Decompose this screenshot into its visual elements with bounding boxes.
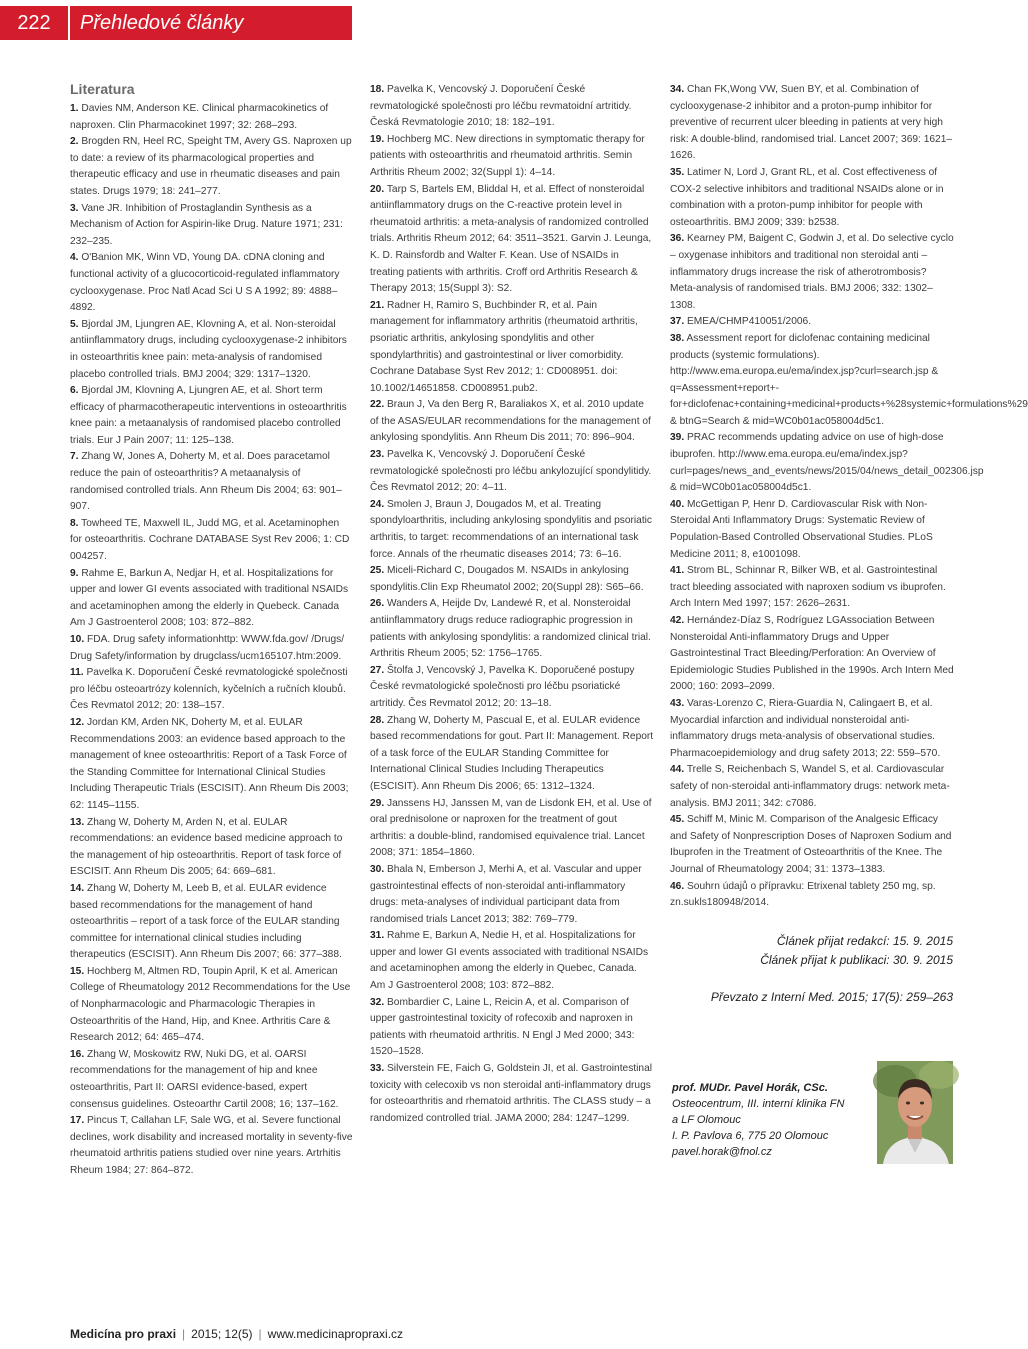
reference-number: 7. [70, 451, 79, 463]
reference-number: 12. [70, 716, 85, 728]
reference-number: 11. [70, 667, 84, 679]
references-column-3 [670, 82, 1028, 912]
reference-item [70, 665, 353, 715]
reference-text: Schiff M, Minic M. Comparison of the Analgesic Efficacy and Safety of Nonprescription Doses of Naproxen Sodium and Ibuprofen in the Treatment of Osteoarthritis of the Knee. The Journal of Rheumatology 2004; 31: 1373–1383. [670, 814, 952, 875]
reference-item [70, 449, 353, 515]
reference-text: Bjordal JM, Ljungren AE, Klovning A, et al. Non-steroidal antiinflammatory drugs, including cyclooxygenase-2 inhibitors in osteoarthritis knee pain: meta-analysis of randomised placebo controlled trials. BMJ 2004; 329: 1317–1320. [70, 318, 347, 380]
references-column-1 [70, 80, 353, 1180]
reference-text: Štolfa J, Vencovský J, Pavelka K. Doporučené postupy České revmatologické společnosti pro léčbu psoriatické artritidy. Čes Revmatol 2012; 20: 13–18. [370, 664, 635, 709]
reference-text: McGettigan P, Henr D. Cardiovascular Risk with Non-Steroidal Anti Inflammatory Drugs: Systematic Review of Population-Based Controlled Observational Studies. PLoS Medicine 2011; 8, e1001098. [670, 498, 933, 560]
reference-item [670, 82, 954, 165]
reprint-note: Převzato z Interní Med. 2015; 17(5): 259–263 [710, 990, 953, 1004]
reference-number: 21. [370, 299, 385, 311]
reference-number: 32. [370, 996, 385, 1008]
footer [70, 1327, 403, 1341]
references-column-2 [370, 82, 654, 1127]
reference-number: 26. [370, 598, 385, 610]
reference-item [70, 1047, 353, 1113]
reference-item [370, 447, 654, 497]
reference-item [70, 201, 353, 251]
reference-text: Wanders A, Heijde Dv, Landewé R, et al. Nonsteroidal antiinflammatory drugs reduce radiographic progression in patients with ankylosing spondylitis: a randomized clinical trial. Arthritis Rheum 2005; 52: 1756–1765. [370, 598, 651, 660]
reference-number: 17. [70, 1115, 85, 1127]
reference-text: Zhang W, Moskowitz RW, Nuki DG, et al. OARSI recommendations for the management of hip and knee osteoarthritis, Part II: OARSI evidence-based, expert consensus guidelines. Osteoarthr Cartil 2008; 16; 137–162. [70, 1048, 339, 1110]
reference-number: 3. [70, 202, 79, 214]
reference-item [670, 696, 954, 762]
reference-number: 10. [70, 634, 85, 645]
reference-text: Strom BL, Schinnar R, Bilker WB, et al. Gastrointestinal tract bleeding associated with naproxen sodium vs ibuprofen. Arch Intern Med 1997; 157: 2626–2631. [670, 565, 946, 610]
reference-text: Chan FK,Wong VW, Suen BY, et al. Combination of cyclooxygenase-2 inhibitor and a proton-pump inhibitor for preventive of recurrent ulcer bleeding in patients at very high risk: A double-blind, randomised trial. Lancet 2007; 369: 1621–1626. [670, 84, 953, 162]
reference-number: 46. [670, 880, 685, 892]
reference-item [670, 762, 954, 812]
reference-text: Hochberg M, Altmen RD, Toupin April, K et al. American College of Rheumatology 2012 Recommendations for the Use of Nonpharmacologic and Pharmacologic Therapies in Osteoarthritis of the Hand, Hip, and Knee. Arthritis Care & Research 2012; 64: 465–474. [70, 965, 351, 1044]
reference-text: Davies NM, Anderson KE. Clinical pharmacokinetics of naproxen. Clin Pharmacokinet 1997; 32: 268–293. [70, 103, 329, 131]
reference-number: 18. [370, 84, 385, 95]
reference-item [370, 82, 654, 132]
reference-text: Rahme E, Barkun A, Nedie H, et al. Hospitalizations for upper and lower GI events associated with traditional NSAIDs and acetaminophen among the elderly in Quebec, Canada. Am J Gastroenterol 2008; 103: 872–882. [370, 930, 649, 992]
reference-number: 27. [370, 664, 385, 676]
reference-item [370, 796, 654, 862]
reference-item [370, 132, 654, 182]
reference-item [70, 317, 353, 383]
reference-text: Tarp S, Bartels EM, Bliddal H, et al. Effect of nonsteroidal antiinflammatory drugs on the C-reactive protein level in rheumatoid arthritis: a meta-analysis of randomized controlled trials. Arthritis Rheum 2012; 64: 3511–3521. Garvin J. Leunga, K. D. Rainsfordb and Walter F. Kean. Use of NSAIDs in treating patients with arthritis. Croff ord Arthritis Research & Therapy 2013; 15(Suppl 3): S2. [370, 183, 652, 295]
reference-text: Latimer N, Lord J, Grant RL, et al. Cost effectiveness of COX-2 selective inhibitors and traditional NSAIDs alone or in combination with a proton-pump inhibitor for people with osteoarthritis. BMJ 2009; 339: b2538. [670, 166, 944, 228]
reference-text: Rahme E, Barkun A, Nedjar H, et al. Hospitalizations for upper and lower GI events associated with traditional NSAIDs and acetaminophen among the elderly in Quebeck. Canada Am J Gastroenterol 2008; 103: 872–882. [70, 567, 349, 629]
reference-text: Smolen J, Braun J, Dougados M, et al. Treating spondyloarthritis, including ankylosing spondylitis and psoriatic arthritis, to target: recommendations of an international task force. Annals of the rheumatic diseases 2014; 73: 6–16. [370, 498, 653, 560]
reference-text: FDA. Drug safety informationhttp: WWW.fda.gov/ /Drugs/ Drug Safety/information by drugclass/ucm165107.htm:2009. [70, 634, 345, 662]
reference-text: Radner H, Ramiro S, Buchbinder R, et al. Pain management for inflammatory arthritis (rheumatoid arthritis, psoriatic arthritis, ankylosing spondylitis and other spondylarthritis) and gastrointestinal or liver comorbidity. Cochrane Database Syst Rev 2012; 1: CD008951. doi: 10.1002/14651858. CD008951.pub2. [370, 299, 638, 394]
reference-text: Assessment report for diclofenac containing medicinal products (systemic formulations). http://www.ema.europa.eu/ema/index.jsp?curl=search.jsp & q=Assessment+report+-for+diclofenac+containing+medicinal+products+%28systemic+formulations%29 & btnG=Search & mid=WC0b01ac058004d5c1. [670, 332, 1028, 427]
reference-text: PRAC recommends updating advice on use of high-dose ibuprofen. http://www.ema.europa.eu/ema/index.jsp?curl=pages/news_and_events/news/2015/04/news_detail_002306.jsp & mid=WC0b01ac058004d5c1. [670, 432, 984, 494]
reference-item [370, 298, 654, 398]
reference-text: Silverstein FE, Faich G, Goldstein JI, et al. Gastrointestinal toxicity with celecoxib vs non steroidal anti-inflammatory drugs for osteoarthritis and rhematoid arthritis. The CLASS study – a randomized controlled trial. JAMA 2000; 284: 1247–1299. [370, 1063, 652, 1124]
reference-number: 44. [670, 764, 685, 776]
received-date: Článek přijat redakcí: 15. 9. 2015 [776, 934, 953, 948]
reference-item [70, 134, 353, 200]
reference-number: 25. [370, 565, 385, 577]
reference-number: 40. [670, 498, 685, 510]
reference-item [370, 596, 654, 662]
reference-item [670, 563, 954, 613]
footer-journal: Medicína pro praxi [70, 1327, 177, 1341]
reference-text: Kearney PM, Baigent C, Godwin J, et al. Do selective cyclo – oxygenase inhibitors and traditional non steroidal anti – inflammatory drugs increase the risk of atherotrombosis? Meta-analysis of randomised trials. BMJ 2006; 332: 1302–1308. [670, 233, 954, 311]
reference-number: 28. [370, 714, 385, 726]
reference-item [370, 563, 654, 596]
accepted-date: Článek přijat k publikaci: 30. 9. 2015 [760, 953, 953, 967]
reference-item [370, 397, 654, 447]
reference-item [370, 497, 654, 563]
reference-text: Hernández-Díaz S, Rodríguez LGAssociation Between Nonsteroidal Anti-inflammatory Drugs and Upper Gastrointestinal Tract Bleeding/Perforation: An Overview of Epidemiologic Studies Published in the 1990s. Arch Intern Med 2000; 160: 2093–2099. [670, 615, 954, 693]
footer-divider: | [182, 1327, 186, 1341]
ref-list-2 [370, 82, 654, 1127]
reference-item [70, 250, 353, 316]
reference-number: 22. [370, 399, 385, 411]
reference-number: 45. [670, 814, 685, 826]
reference-item [370, 862, 654, 928]
reference-text: Pincus T, Callahan LF, Sale WG, et al. Severe functional declines, work disability and increased mortality in seventy-five rheumatoid arthritis patiens studied over nine years. Artrhitis Rheum 1984; 27: 864–872. [70, 1115, 353, 1176]
author-email[interactable]: pavel.horak@fnol.cz [672, 1146, 772, 1158]
reference-number: 9. [70, 567, 79, 579]
reference-item [70, 1113, 353, 1179]
author-address: I. P. Pavlova 6, 775 20 Olomouc [672, 1130, 829, 1142]
reference-number: 13. [70, 816, 85, 828]
reference-item [370, 995, 654, 1061]
reference-item [70, 632, 353, 665]
reference-item [670, 879, 954, 912]
author-block [672, 1080, 857, 1160]
reference-number: 2. [70, 136, 79, 148]
reference-text: Brogden RN, Heel RC, Speight TM, Avery GS. Naproxen up to date: a review of its pharmacological properties and therapeutic efficacy and use in rheumatic diseases and pain states. Drugs 1979; 18: 241–277. [70, 136, 352, 197]
reference-text: Miceli-Richard C, Dougados M. NSAIDs in ankylosing spondylitis.Clin Exp Rheumatol 2002; 20(Suppl 28): S65–66. [370, 565, 644, 593]
reference-item [370, 182, 654, 298]
reference-number: 23. [370, 449, 385, 461]
reference-number: 35. [670, 166, 685, 178]
reference-text: Zhang W, Doherty M, Leeb B, et al. EULAR evidence based recommendations for the management of hand osteoarthritis – report of a task force of the EULAR standing committee for international clinical studies including therapeutics (ESCISIT). Ann Rheum Dis 2007; 66: 377–388. [70, 882, 342, 961]
reference-text: Souhrn údajů o přípravku: Etrixenal tablety 250 mg, sp. zn.sukls180948/2014. [670, 880, 936, 909]
reference-text: Pavelka K, Vencovský J. Doporučení České revmatologické společnosti pro léčbu revmatoidní artritidy. Česká Revmatologie 2010; 18: 182–191. [370, 84, 632, 129]
reference-item [70, 101, 353, 134]
reference-item [70, 964, 353, 1047]
reference-text: Bhala N, Emberson J, Merhi A, et al. Vascular and upper gastrointestinal effects of non-steroidal anti-inflammatory drugs: meta-analyses of individual participant data from randomised trials Lancet 2013; 382: 769–779. [370, 863, 642, 925]
article-dates [670, 932, 953, 1007]
reference-text: Hochberg MC. New directions in symptomatic therapy for patients with osteoarthritis and rheumatoid arthritis. Semin Arthritis Rheum 2002; 32(Suppl 1): 4–14. [370, 133, 645, 178]
reference-text: Zhang W, Doherty M, Arden N, et al. EULAR recommendations: an evidence based medicine approach to the management of hip osteoarthritis. Report of task force of ESCISIT. Ann Rheum Dis 2005; 64: 669–681. [70, 816, 343, 878]
author-portrait-icon [877, 1061, 953, 1164]
reference-number: 6. [70, 385, 79, 397]
reference-item [670, 331, 1028, 431]
reference-text: O'Banion MK, Winn VD, Young DA. cDNA cloning and functional activity of a glucocorticoid-regulated inflammatory cyclooxygenase. Proc Natl Acad Sci U S A 1992; 89: 4888–4892. [70, 252, 340, 314]
author-affiliation: Osteocentrum, III. interní klinika FN [672, 1098, 845, 1110]
reference-number: 19. [370, 133, 385, 145]
reference-item [670, 314, 954, 331]
reference-item [370, 713, 654, 796]
reference-text: Vane JR. Inhibition of Prostaglandin Synthesis as a Mechanism of Action for Aspirin-like Drug. Nature 1971; 231: 232–235. [70, 202, 343, 247]
reference-text: EMEA/CHMP410051/2006. [687, 316, 812, 328]
reference-number: 38. [670, 332, 685, 344]
footer-divider: | [258, 1327, 262, 1341]
reference-item [70, 881, 353, 964]
ref-list-3 [670, 82, 1028, 912]
footer-url[interactable]: www.medicinapropraxi.cz [267, 1327, 404, 1341]
reference-text: Bjordal JM, Klovning A, Ljungren AE, et al. Short term efficacy of pharmacotherapeutic interventions in osteoarthritis knee pain: a metaanalysis of randomised placebo controlled trials. Eur J Pain 2007; 11: 125–138. [70, 385, 347, 446]
author-name: prof. MUDr. Pavel Horák, CSc. [672, 1082, 828, 1094]
reference-number: 34. [670, 84, 685, 95]
reference-item [670, 430, 984, 496]
reference-item [70, 815, 353, 881]
reference-number: 42. [670, 615, 685, 626]
reference-number: 36. [670, 233, 685, 245]
reference-item [370, 928, 654, 994]
reference-item [670, 231, 954, 314]
reference-text: Jordan KM, Arden NK, Doherty M, et al. EULAR Recommendations 2003: an evidence based approach to the management of knee osteoarthritis: Report of a Task Force of the Standing Committee for International Clinical Studies Including Therapeutic Trials (ESCISIT). Ann Rheum Dis 2003; 62: 1145–1155. [70, 716, 349, 811]
author-photo [877, 1061, 953, 1164]
reference-number: 30. [370, 863, 385, 875]
page-number: 222 [0, 6, 68, 40]
reference-text: Zhang W, Jones A, Doherty M, et al. Does paracetamol reduce the pain of osteoarthritis? A metaanalysis of randomised controlled trials. Ann Rheum Dis 2004; 63: 901–907. [70, 451, 342, 513]
reference-number: 24. [370, 498, 385, 510]
reference-text: Braun J, Va den Berg R, Baraliakos X, et al. 2010 update of the ASAS/EULAR recommendations for the management of ankylosing spondylitis. Ann Rheum Dis 2011; 70: 896–904. [370, 399, 651, 444]
reference-number: 14. [70, 882, 85, 894]
reference-text: Varas-Lorenzo C, Riera-Guardia N, Calingaert B, et al. Myocardial infarction and individual nonsteroidal anti-inflammatory drugs meta-analysis of observational studies. Pharmacoepidemiology and drug safety 2013; 22: 559–570. [670, 697, 941, 759]
section-title: Přehledové články [70, 6, 352, 40]
reference-number: 43. [670, 697, 685, 709]
ref-list-1 [70, 101, 353, 1180]
reference-text: Trelle S, Reichenbach S, Wandel S, et al. Cardiovascular safety of non-steroidal anti-inflammatory drugs: network meta-analysis. BMJ 2011; 342: c7086. [670, 764, 950, 809]
reference-number: 20. [370, 183, 385, 195]
reference-text: Zhang W, Doherty M, Pascual E, et al. EULAR evidence based recommendations for gout. Part II: Management. Report of a task force of the EULAR Standing Committee for International Clinical Studies Including Therapeutics (ESCISIT). Ann Rheum Dis 2006; 65: 1312–1324. [370, 714, 654, 792]
reference-text: Janssens HJ, Janssen M, van de Lisdonk EH, et al. Use of oral prednisolone or naproxen for the treatment of gout arthritis: a double-blind, randomised equivalence trial. Lancet 2008; 371: 1854–1860. [370, 797, 652, 859]
reference-text: Towheed TE, Maxwell IL, Judd MG, et al. Acetaminophen for osteoarthritis. Cochrane DATABASE Syst Rev 2006; 1: CD 004257. [70, 517, 350, 563]
reference-item [70, 383, 353, 449]
reference-number: 39. [670, 432, 685, 444]
reference-number: 29. [370, 797, 385, 809]
reference-text: Bombardier C, Laine L, Reicin A, et al. Comparison of upper gastrointestinal toxicity of rofecoxib and naproxen in patients with rheumatoid arthritis. N Engl J Med 2000; 343: 1520–1528. [370, 996, 635, 1058]
author-affiliation-2: a LF Olomouc [672, 1114, 741, 1126]
reference-number: 5. [70, 318, 79, 330]
reference-item [70, 516, 353, 566]
reference-number: 31. [370, 930, 385, 942]
reference-item [670, 812, 954, 878]
reference-number: 4. [70, 252, 79, 264]
reference-text: Pavelka K. Doporučení České revmatologické společnosti pro léčbu osteoartrózy kolenních, kyčelních a ručních kloubů. Čes Revmatol 2012; 20: 138–157. [70, 667, 348, 712]
reference-item [70, 566, 353, 632]
reference-number: 8. [70, 517, 79, 529]
reference-item [370, 1061, 654, 1127]
reference-number: 33. [370, 1063, 385, 1075]
footer-issue: 2015; 12(5) [191, 1327, 253, 1341]
reference-number: 41. [670, 565, 685, 577]
reference-item [670, 165, 954, 231]
reference-number: 15. [70, 965, 85, 977]
reference-item [670, 613, 954, 696]
reference-item [370, 663, 654, 713]
reference-number: 16. [70, 1048, 85, 1060]
reference-text: Pavelka K, Vencovský J. Doporučení České revmatologické společnosti pro léčbu ankylozující spondylitidy. Čes Revmatol 2012; 20: 4–11. [370, 449, 652, 494]
reference-number: 37. [670, 316, 685, 328]
reference-number: 1. [70, 103, 79, 114]
reference-item [670, 497, 954, 563]
literature-heading: Literatura [70, 81, 135, 97]
reference-item [70, 715, 353, 815]
